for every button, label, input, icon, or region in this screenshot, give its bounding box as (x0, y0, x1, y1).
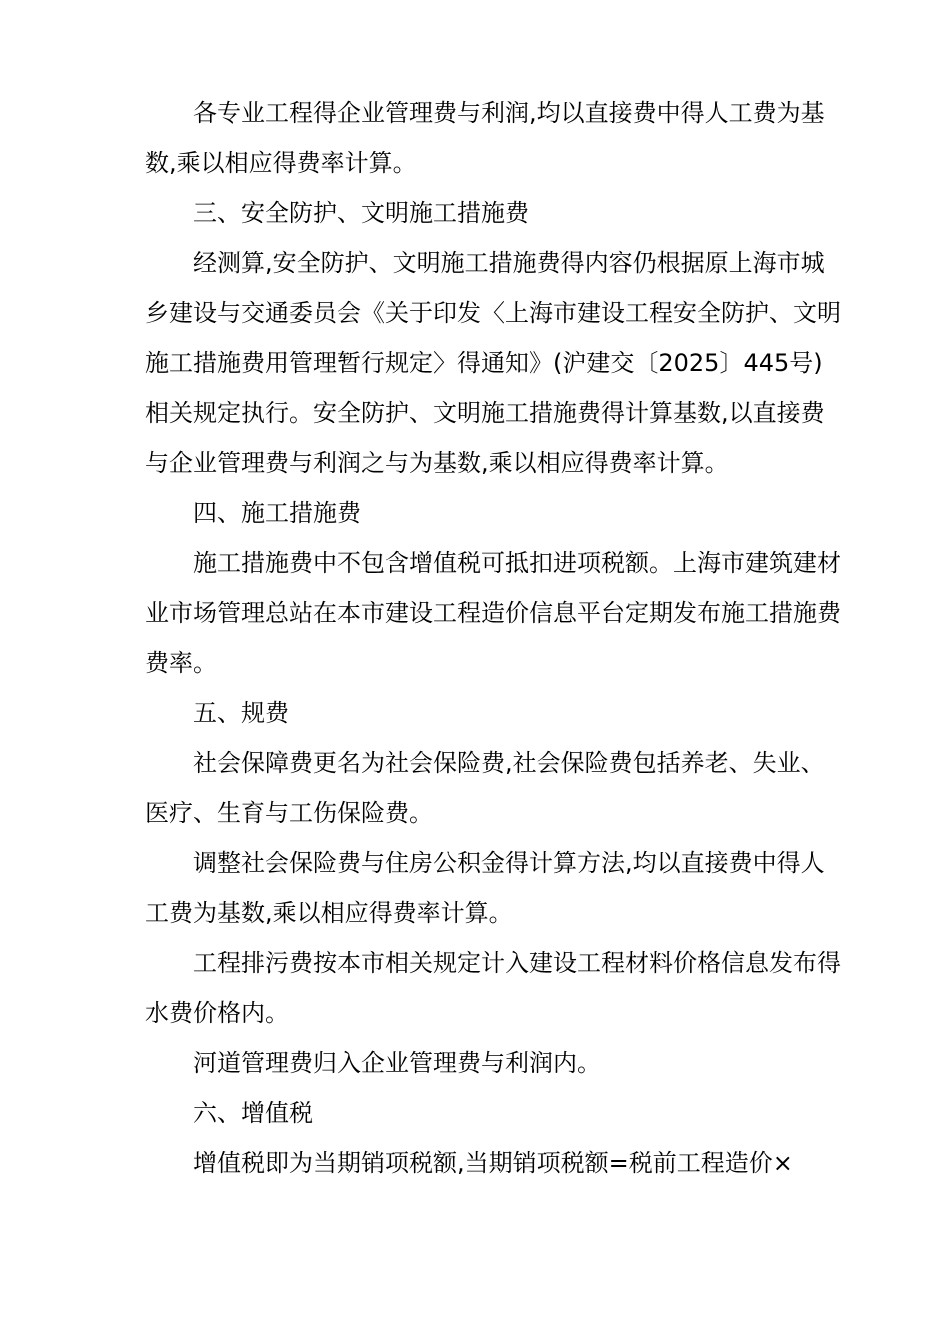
paragraph-social-insurance: 社会保障费更名为社会保险费,社会保险费包括养老、失业、医疗、生育与工伤保险费。 (145, 749, 825, 827)
section-heading-vat: 六、增值税 (193, 1099, 313, 1127)
paragraph-management-fee: 各专业工程得企业管理费与利润,均以直接费中得人工费为基数,乘以相应得费率计算。 (145, 99, 825, 177)
paragraph-calculation-method: 调整社会保险费与住房公积金得计算方法,均以直接费中得人工费为基数,乘以相应得费率计算。 (145, 849, 825, 927)
paragraph-safety-fee: 经测算,安全防护、文明施工措施费得内容仍根据原上海市城乡建设与交通委员会《关于印发〈上海市建设工程安全防护、文明施工措施费用管理暂行规定〉得通知》(沪建交〔2025〕445号)相关规定执行。安全防护、文明施工措施费得计算基数,以直接费与企业管理费与利润之与为基数,乘以相应得费率计算。 (145, 249, 841, 477)
section-heading-regulatory-fees: 五、规费 (193, 699, 289, 727)
paragraph-sewage-fee: 工程排污费按本市相关规定计入建设工程材料价格信息发布得水费价格内。 (145, 949, 841, 1027)
section-heading-construction-measures: 四、施工措施费 (193, 499, 361, 527)
section-heading-safety: 三、安全防护、文明施工措施费 (193, 199, 529, 227)
document-body (145, 88, 845, 1188)
paragraph-construction-measures: 施工措施费中不包含增值税可抵扣进项税额。上海市建筑建材业市场管理总站在本市建设工程造价信息平台定期发布施工措施费费率。 (145, 549, 841, 677)
paragraph-vat: 增值税即为当期销项税额,当期销项税额=税前工程造价× (193, 1149, 793, 1177)
paragraph-river-management: 河道管理费归入企业管理费与利润内。 (193, 1049, 601, 1077)
